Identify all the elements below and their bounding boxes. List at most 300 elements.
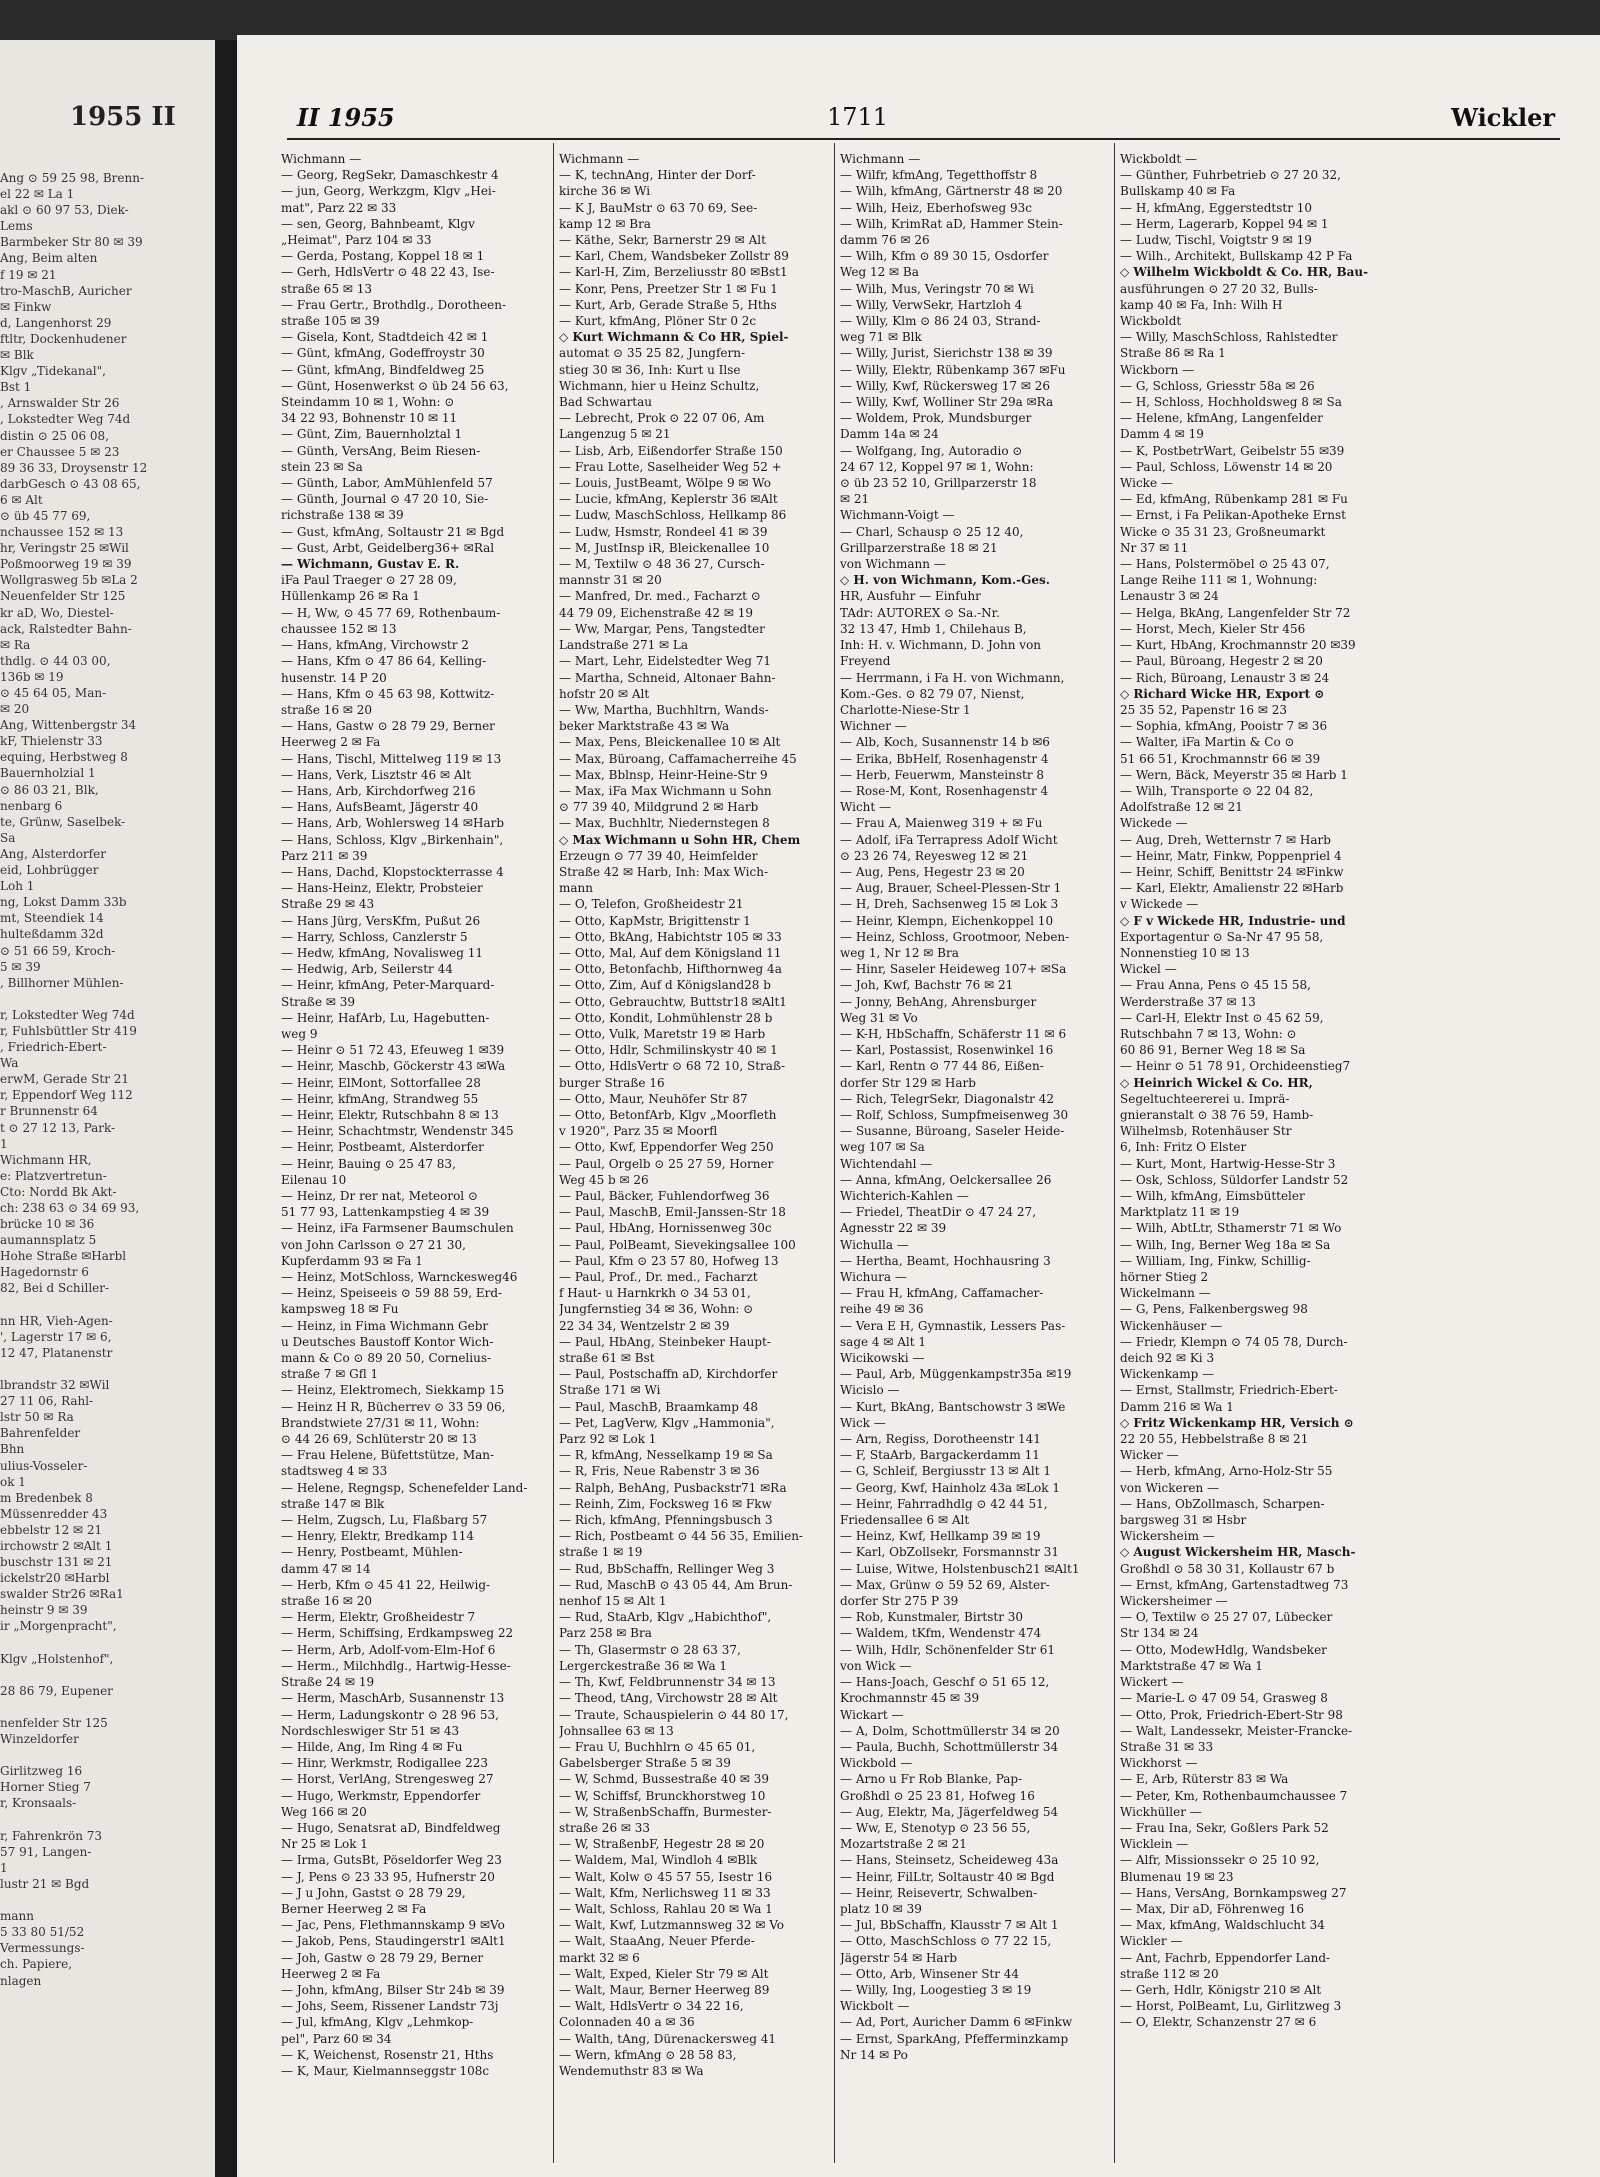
directory-entry-line: markt 32 ✉ 6 <box>559 1950 640 1965</box>
directory-entry-line: — Max, Pens, Bleickenallee 10 ✉ Alt <box>559 735 781 750</box>
directory-entry-line: Wicke — <box>1120 476 1173 491</box>
left-page-entry-line: Bahrenfelder <box>0 1426 81 1441</box>
directory-entry-line: Gabelsberger Straße 5 ✉ 39 <box>559 1756 731 1771</box>
column-divider <box>553 143 554 2163</box>
directory-entry-line: — Wilh, Mus, Veringstr 70 ✉ Wi <box>840 281 1034 296</box>
directory-entry-line: — Hans, ObZollmasch, Scharpen- <box>1120 1496 1325 1511</box>
directory-entry-line: Straße 29 ✉ 43 <box>281 897 375 912</box>
directory-entry-line: Wicke ⊙ 35 31 23, Großneumarkt <box>1120 524 1326 539</box>
directory-entry-line: Johnsallee 63 ✉ 13 <box>559 1723 674 1738</box>
directory-entry-line: — Frau Ina, Sekr, Goßlers Park 52 <box>1120 1820 1329 1835</box>
directory-entry-line: 51 66 51, Krochmannstr 66 ✉ 39 <box>1120 751 1321 766</box>
directory-entry-line: nenhof 15 ✉ Alt 1 <box>559 1594 667 1609</box>
directory-entry-line: Großhdl ⊙ 58 30 31, Kollaustr 67 b <box>1120 1561 1335 1576</box>
directory-entry-line: Charlotte-Niese-Str 1 <box>840 702 971 717</box>
directory-entry-line: — Heinz, iFa Farmsener Baumschulen <box>281 1221 514 1236</box>
directory-entry-line: — Max, iFa Max Wichmann u Sohn <box>559 783 772 798</box>
left-page-entry-line: akl ⊙ 60 97 53, Diek- <box>0 203 129 218</box>
directory-entry-line: — Rob, Kunstmaler, Birtstr 30 <box>840 1610 1024 1625</box>
directory-entry-line: — Otto, Kwf, Eppendorfer Weg 250 <box>559 1140 774 1155</box>
left-page-entry-line: Hohe Straße ✉Harbl <box>0 1249 127 1264</box>
left-page-entry-line: equing, Herbstweg 8 <box>0 750 128 765</box>
directory-entry-line: — Horst, Mech, Kieler Str 456 <box>1120 621 1306 636</box>
directory-entry-line: HR, Ausfuhr — Einfuhr <box>840 589 981 604</box>
left-page-entry-line: ulius-Vosseler- <box>0 1458 88 1473</box>
directory-entry-line: weg 107 ✉ Sa <box>840 1140 925 1155</box>
directory-entry-line: — Helene, kfmAng, Langenfelder <box>1120 411 1323 426</box>
directory-entry-line: — Herm, Lagerarb, Koppel 94 ✉ 1 <box>1120 216 1329 231</box>
directory-entry-line: — Willy, Kwf, Wolliner Str 29a ✉Ra <box>840 395 1054 410</box>
directory-entry-line: — Walt, Kfm, Nerlichsweg 11 ✉ 33 <box>559 1885 771 1900</box>
left-page-entry-line: Ang, Wittenbergstr 34 <box>0 718 137 733</box>
directory-entry-line: — Ernst, i Fa Pelikan-Apotheke Ernst <box>1120 508 1346 523</box>
directory-entry-line: — K J, BauMstr ⊙ 63 70 69, See- <box>559 200 758 215</box>
directory-entry-line: — Willy, VerwSekr, Hartzloh 4 <box>840 297 1023 312</box>
directory-entry-line: — H, Schloss, Hochholdsweg 8 ✉ Sa <box>1120 395 1342 410</box>
directory-entry-line: — K, Weichenst, Rosenstr 21, Hths <box>281 2047 494 2062</box>
directory-entry-line: straße 112 ✉ 20 <box>1120 1966 1219 1981</box>
directory-entry-line: — John, kfmAng, Bilser Str 24b ✉ 39 <box>281 1982 505 1997</box>
left-page-fragment <box>0 40 215 2177</box>
directory-entry-line: Werderstraße 37 ✉ 13 <box>1120 994 1256 1009</box>
directory-entry-line: — Aug, Elektr, Ma, Jägerfeldweg 54 <box>840 1804 1059 1819</box>
directory-entry-line: damm 47 ✉ 14 <box>281 1561 371 1576</box>
directory-entry-line: Rutschbahn 7 ✉ 13, Wohn: ⊙ <box>1120 1026 1297 1041</box>
directory-entry-line: — Joh, Kwf, Bachstr 76 ✉ 21 <box>840 978 1014 993</box>
directory-entry-line: Colonnaden 40 a ✉ 36 <box>559 2015 695 2030</box>
left-page-entry-line: tro-MaschB, Auricher <box>0 283 132 298</box>
directory-entry-line: — Günth, Journal ⊙ 47 20 10, Sie- <box>281 492 489 507</box>
left-page-entry-line: 57 91, Langen- <box>0 1844 92 1859</box>
directory-entry-line: Inh: H. v. Wichmann, D. John von <box>840 638 1042 653</box>
directory-entry-line: — Mart, Lehr, Eidelstedter Weg 71 <box>559 654 771 669</box>
directory-entry-line: „Heimat", Parz 104 ✉ 33 <box>281 233 432 248</box>
directory-entry-line: — Frau Helene, Büfettstütze, Man- <box>281 1448 495 1463</box>
directory-entry-line: von Wickeren — <box>1120 1480 1219 1495</box>
directory-entry-line: — Osk, Schloss, Süldorfer Landstr 52 <box>1120 1172 1349 1187</box>
directory-entry-line: — Rich, TelegrSekr, Diagonalstr 42 <box>840 1091 1054 1106</box>
directory-entry-line: — Hans, AufsBeamt, Jägerstr 40 <box>281 800 479 815</box>
directory-entry-line: — Walt, HdlsVertr ⊙ 34 22 16, <box>559 1999 744 2014</box>
directory-entry-line: ✉ 21 <box>840 492 870 507</box>
left-page-entry-line: Winzeldorfer <box>0 1732 79 1747</box>
directory-entry-line: — Herm, Arb, Adolf-vom-Elm-Hof 6 <box>281 1642 496 1657</box>
left-page-entry-line: 12 47, Platanenstr <box>0 1345 113 1360</box>
directory-entry-line: — Rud, BbSchaffn, Rellinger Weg 3 <box>559 1561 775 1576</box>
directory-entry-line: v Wickede — <box>1120 897 1199 912</box>
directory-entry-line: von Wichmann — <box>840 557 946 572</box>
directory-entry-line: — Anna, kfmAng, Oelckersallee 26 <box>840 1172 1052 1187</box>
directory-entry-line: Wickbold — <box>840 1756 913 1771</box>
directory-entry-line: — Ernst, SparkAng, Pfefferminzkamp <box>840 2031 1069 2046</box>
directory-entry-line: — Hans-Heinz, Elektr, Probsteier <box>281 881 483 896</box>
directory-entry-line: — Walt, Schloss, Rahlau 20 ✉ Wa 1 <box>559 1901 773 1916</box>
directory-entry-line: ◇ August Wickersheim HR, Masch- <box>1120 1545 1356 1560</box>
directory-entry-line: straße 16 ✉ 20 <box>281 702 373 717</box>
directory-entry-line: — Arno u Fr Rob Blanke, Pap- <box>840 1772 1023 1787</box>
directory-entry-line: — Alfr, Missionssekr ⊙ 25 10 92, <box>1120 1853 1320 1868</box>
directory-entry-line: — Hans, Tischl, Mittelweg 119 ✉ 13 <box>281 751 502 766</box>
left-page-entry-line: lstr 50 ✉ Ra <box>0 1410 74 1425</box>
left-page-entry-line: Wichmann HR, <box>0 1152 92 1167</box>
directory-entry-line: mann & Co ⊙ 89 20 50, Cornelius- <box>281 1351 492 1366</box>
directory-entry-line: — Wilh, Ing, Berner Weg 18a ✉ Sa <box>1120 1237 1331 1252</box>
directory-entry-line: — G, Schloss, Griesstr 58a ✉ 26 <box>1120 378 1315 393</box>
directory-entry-line: stadtsweg 4 ✉ 33 <box>281 1464 388 1479</box>
directory-entry-line: — Frau U, Buchhlrn ⊙ 45 65 01, <box>559 1739 756 1754</box>
directory-entry-line: — Heinr, Schiff, Benittstr 24 ✉Finkw <box>1120 864 1344 879</box>
directory-entry-line: — Günth, Labor, AmMühlenfeld 57 <box>281 476 493 491</box>
directory-entry-line: Jungfernstieg 34 ✉ 36, Wohn: ⊙ <box>559 1302 754 1317</box>
directory-entry-line: Nordschleswiger Str 51 ✉ 43 <box>281 1723 460 1738</box>
left-page-entry-line: ✉ Blk <box>0 348 34 363</box>
directory-entry-line: — William, Ing, Finkw, Schillig- <box>1120 1253 1311 1268</box>
left-page-entry-line: ⊙ üb 45 77 69, <box>0 508 91 523</box>
directory-entry-line: 25 35 52, Papenstr 16 ✉ 23 <box>1120 702 1288 717</box>
directory-entry-line: — Rich, Büroang, Lenaustr 3 ✉ 24 <box>1120 670 1330 685</box>
directory-entry-line: — Hans, Arb, Wohlersweg 14 ✉Harb <box>281 816 505 831</box>
directory-entry-line: — Arn, Regiss, Dorotheenstr 141 <box>840 1432 1041 1447</box>
directory-entry-line: von Wick — <box>840 1658 912 1673</box>
directory-entry-line: — W, Schmd, Bussestraße 40 ✉ 39 <box>559 1772 770 1787</box>
left-page-entry-line: Poßmoorweg 19 ✉ 39 <box>0 557 132 572</box>
directory-entry-line: husenstr. 14 P 20 <box>281 670 387 685</box>
directory-entry-line: straße 7 ✉ Gfl 1 <box>281 1367 379 1382</box>
directory-entry-line: Damm 14a ✉ 24 <box>840 427 939 442</box>
directory-entry-line: ◇ Wilhelm Wickboldt & Co. HR, Bau- <box>1120 265 1369 280</box>
directory-column-1 <box>281 151 549 2171</box>
directory-entry-line: — Frau Anna, Pens ⊙ 45 15 58, <box>1120 978 1311 993</box>
directory-entry-line: — Hans, Kfm ⊙ 45 63 98, Kottwitz- <box>281 686 495 701</box>
directory-entry-line: 60 86 91, Berner Weg 18 ✉ Sa <box>1120 1043 1306 1058</box>
directory-entry-line: — Paul, Kfm ⊙ 23 57 80, Hofweg 13 <box>559 1253 779 1268</box>
directory-entry-line: — J u John, Gastst ⊙ 28 79 29, <box>281 1885 466 1900</box>
directory-entry-line: hörner Stieg 2 <box>1120 1270 1209 1285</box>
directory-entry-line: — Herm, Schiffsing, Erdkampsweg 22 <box>281 1626 514 1641</box>
directory-entry-line: — Paul, HbAng, Steinbeker Haupt- <box>559 1334 771 1349</box>
directory-entry-line: von John Carlsson ⊙ 27 21 30, <box>281 1237 466 1252</box>
directory-entry-line: Jägerstr 54 ✉ Harb <box>840 1950 958 1965</box>
left-page-entry-line: r, Kronsaals- <box>0 1796 77 1811</box>
directory-entry-line: Nonnenstieg 10 ✉ 13 <box>1120 945 1250 960</box>
left-page-entry-line: Klgv „Holstenhof", <box>0 1651 114 1666</box>
directory-entry-line: — Otto, Hdlr, Schmilinskystr 40 ✉ 1 <box>559 1043 778 1058</box>
directory-entry-line: Steindamm 10 ✉ 1, Wohn: ⊙ <box>281 395 455 410</box>
directory-entry-line: — Ww, E, Stenotyp ⊙ 23 56 55, <box>840 1820 1031 1835</box>
directory-entry-line: Wickersheim — <box>1120 1529 1215 1544</box>
directory-entry-line: — Vera E H, Gymnastik, Lessers Pas- <box>840 1318 1066 1333</box>
directory-entry-line: — Paul, Postschaffn aD, Kirchdorfer <box>559 1367 778 1382</box>
directory-entry-line: — Wilh, Transporte ⊙ 22 04 82, <box>1120 783 1314 798</box>
directory-entry-line: — W, StraßenbSchaffn, Burmester- <box>559 1804 772 1819</box>
directory-entry-line: — Otto, KapMstr, Brigittenstr 1 <box>559 913 751 928</box>
directory-entry-line: kamp 12 ✉ Bra <box>559 216 651 231</box>
left-page-entry-line: te, Grünw, Saselbek- <box>0 814 126 829</box>
directory-entry-line: — A, Dolm, Schottmüllerstr 34 ✉ 20 <box>840 1723 1060 1738</box>
directory-entry-line: — Sophia, kfmAng, Pooistr 7 ✉ 36 <box>1120 719 1328 734</box>
directory-entry-line: — Karl, Rentn ⊙ 77 44 86, Eißen- <box>840 1059 1044 1074</box>
directory-entry-line: — Ludw, MaschSchloss, Hellkamp 86 <box>559 508 787 523</box>
directory-entry-line: — Günt, Zim, Bauernholztal 1 <box>281 427 463 442</box>
directory-entry-line: stieg 30 ✉ 36, Inh: Kurt u Ilse <box>559 362 741 377</box>
directory-entry-line: — Heinr, kfmAng, Strandweg 55 <box>281 1091 479 1106</box>
directory-entry-line: — Wilh, Hdlr, Schönenfelder Str 61 <box>840 1642 1056 1657</box>
column-divider <box>1114 143 1115 2163</box>
directory-entry-line: Marktstraße 47 ✉ Wa 1 <box>1120 1658 1263 1673</box>
left-page-entry-line: 28 86 79, Eupener <box>0 1683 113 1698</box>
directory-entry-line: Wickbolt — <box>840 1999 910 2014</box>
directory-entry-line: Lange Reihe 111 ✉ 1, Wohnung: <box>1120 573 1318 588</box>
directory-entry-line: mannstr 31 ✉ 20 <box>559 573 662 588</box>
directory-entry-line: Wickelmann — <box>1120 1286 1211 1301</box>
directory-entry-line: Straße 86 ✉ Ra 1 <box>1120 346 1226 361</box>
directory-entry-line: — Friedr, Klempn ⊙ 74 05 78, Durch- <box>1120 1334 1348 1349</box>
directory-entry-line: — Rich, kfmAng, Pfenningsbusch 3 <box>559 1513 773 1528</box>
directory-entry-line: — Wern, kfmAng ⊙ 28 58 83, <box>559 2047 737 2062</box>
directory-entry-line: — Gerh, Hdlr, Königstr 210 ✉ Alt <box>1120 1982 1322 1997</box>
directory-entry-line: — Walt, Kwf, Lutzmannsweg 32 ✉ Vo <box>559 1918 785 1933</box>
directory-entry-line: — M, JustInsp iR, Bleickenallee 10 <box>559 540 770 555</box>
directory-entry-line: weg 71 ✉ Blk <box>840 330 922 345</box>
directory-entry-line: — Carl-H, Elektr Inst ⊙ 45 62 59, <box>1120 1010 1324 1025</box>
directory-entry-line: u Deutsches Baustoff Kontor Wich- <box>281 1334 494 1349</box>
directory-entry-line: Kom.-Ges. ⊙ 82 79 07, Nienst, <box>840 686 1025 701</box>
left-page-entry-line: hr, Veringstr 25 ✉Wil <box>0 541 129 556</box>
directory-entry-line: — Hans, Verk, Lisztstr 46 ✉ Alt <box>281 767 472 782</box>
directory-entry-line: — Heinr ⊙ 51 72 43, Efeuweg 1 ✉39 <box>281 1043 505 1058</box>
directory-entry-line: Wickboldt — <box>1120 152 1198 166</box>
left-page-entry-line: Bauernholzial 1 <box>0 766 96 781</box>
directory-entry-line: — Helene, Regngsp, Schenefelder Land- <box>281 1480 528 1495</box>
directory-entry-line: — Hans, Kfm ⊙ 47 86 64, Kelling- <box>281 654 487 669</box>
directory-entry-line: ⊙ 77 39 40, Mildgrund 2 ✉ Harb <box>559 800 759 815</box>
directory-entry-line: — Heinz H R, Bücherrev ⊙ 33 59 06, <box>281 1399 506 1414</box>
directory-entry-line: — Gust, kfmAng, Soltaustr 21 ✉ Bgd <box>281 524 505 539</box>
directory-entry-line: Wicikowski — <box>840 1351 925 1366</box>
directory-entry-line: Heerweg 2 ✉ Fa <box>281 735 381 750</box>
directory-column-3 <box>840 151 1108 2171</box>
directory-entry-line: Wicker — <box>1120 1448 1179 1463</box>
directory-entry-line: — H, Dreh, Sachsenweg 15 ✉ Lok 3 <box>840 897 1059 912</box>
directory-entry-line: — Paul, PolBeamt, Sievekingsallee 100 <box>559 1237 796 1252</box>
directory-entry-line: reihe 49 ✉ 36 <box>840 1302 924 1317</box>
directory-entry-line: — Paul, Arb, Müggenkampstr35a ✉19 <box>840 1367 1072 1382</box>
directory-entry-line: Wick — <box>840 1415 886 1430</box>
directory-entry-line: — Heinr ⊙ 51 78 91, Orchideenstieg7 <box>1120 1059 1351 1074</box>
directory-entry-line: Lergerckestraße 36 ✉ Wa 1 <box>559 1658 728 1673</box>
left-page-entry-line <box>0 1747 215 1763</box>
left-page-entry-line: , Arnswalder Str 26 <box>0 396 120 411</box>
directory-entry-line: — Lebrecht, Prok ⊙ 22 07 06, Am <box>559 411 765 426</box>
directory-entry-line: Krochmannstr 45 ✉ 39 <box>840 1691 980 1706</box>
directory-entry-line: Weg 166 ✉ 20 <box>281 1804 367 1819</box>
directory-entry-line: — Hans, Dachd, Klopstockterrasse 4 <box>281 864 504 879</box>
directory-entry-line: Straße 171 ✉ Wi <box>559 1383 661 1398</box>
directory-entry-line: — Adolf, iFa Terrapress Adolf Wicht <box>840 832 1058 847</box>
directory-entry-line: — K, Maur, Kielmannseggstr 108c <box>281 2063 490 2078</box>
directory-entry-line: — Wilh, kfmAng, Eimsbütteler <box>1120 1189 1305 1203</box>
directory-entry-line: Wickenkamp — <box>1120 1367 1215 1382</box>
left-page-entry-line: 5 ✉ 39 <box>0 959 41 974</box>
directory-entry-line: — Heinr, Postbeamt, Alsterdorfer <box>281 1140 484 1155</box>
directory-entry-line: bargsweg 31 ✉ Hsbr <box>1120 1513 1247 1528</box>
directory-entry-line: — Herm, Elektr, Großheidestr 7 <box>281 1610 476 1625</box>
directory-entry-line: — Max, Bblnsp, Heinr-Heine-Str 9 <box>559 767 768 782</box>
left-page-entry-line <box>0 1635 215 1651</box>
directory-entry-line: — Heinz, Elektromech, Siekkamp 15 <box>281 1383 505 1398</box>
left-page-entry-line: ok 1 <box>0 1474 26 1489</box>
directory-entry-line: — Ww, Margar, Pens, Tangstedter <box>559 621 765 636</box>
directory-entry-line: — Hugo, Werkmstr, Eppendorfer <box>281 1788 481 1803</box>
left-page-entry-line: 136b ✉ 19 <box>0 669 64 684</box>
directory-entry-line: — Otto, Vulk, Maretstr 19 ✉ Harb <box>559 1026 766 1041</box>
directory-entry-line: Wickersheimer — <box>1120 1594 1228 1609</box>
directory-entry-line: — Kurt, Mont, Hartwig-Hesse-Str 3 <box>1120 1156 1336 1171</box>
left-page-entry-line: er Chaussee 5 ✉ 23 <box>0 444 120 459</box>
directory-entry-line: — Heinz, in Fima Wichmann Gebr <box>281 1318 489 1333</box>
left-page-entry-line: swalder Str26 ✉Ra1 <box>0 1587 124 1602</box>
directory-entry-line: — Heinr, Reisevertr, Schwalben- <box>840 1885 1038 1900</box>
directory-entry-line: — Paul, Prof., Dr. med., Facharzt <box>559 1270 758 1285</box>
directory-entry-line: — Rich, Postbeamt ⊙ 44 56 35, Emilien- <box>559 1529 803 1544</box>
directory-entry-line: — Ernst, Stallmstr, Friedrich-Ebert- <box>1120 1383 1338 1398</box>
directory-entry-line: — Otto, HdlsVertr ⊙ 68 72 10, Straß- <box>559 1059 786 1074</box>
directory-entry-line: Großhdl ⊙ 25 23 81, Hofweg 16 <box>840 1788 1035 1803</box>
directory-entry-line: Blumenau 19 ✉ 23 <box>1120 1869 1234 1884</box>
directory-entry-line: Lenaustr 3 ✉ 24 <box>1120 589 1219 604</box>
directory-entry-line: Hüllenkamp 26 ✉ Ra 1 <box>281 589 420 604</box>
directory-entry-line: 24 67 12, Koppel 97 ✉ 1, Wohn: <box>840 459 1034 474</box>
directory-entry-line: Bullskamp 40 ✉ Fa <box>1120 184 1236 199</box>
directory-entry-line: — Martha, Schneid, Altonaer Bahn- <box>559 670 776 685</box>
directory-entry-line: — Lucie, kfmAng, Keplerstr 36 ✉Alt <box>559 492 778 507</box>
directory-entry-line: ◇ Max Wichmann u Sohn HR, Chem <box>559 832 801 847</box>
left-page-entry-line: Ang, Beim alten <box>0 251 98 266</box>
left-page-entry-line: nn HR, Vieh-Agen- <box>0 1313 113 1328</box>
left-page-entry-line: ftltr, Dockenhudener <box>0 331 127 346</box>
left-page-entry-line: Girlitzweg 16 <box>0 1764 83 1779</box>
left-page-entry-line: lustr 21 ✉ Bgd <box>0 1876 90 1891</box>
directory-entry-line: — Ed, kfmAng, Rübenkamp 281 ✉ Fu <box>1120 492 1348 507</box>
directory-entry-line: — Willy, Jurist, Sierichstr 138 ✉ 39 <box>840 346 1053 361</box>
directory-entry-line: — Willy, Elektr, Rübenkamp 367 ✉Fu <box>840 362 1066 377</box>
directory-entry-line: — Walter, iFa Martin & Co ⊙ <box>1120 735 1295 750</box>
directory-entry-line: — Friedel, TheatDir ⊙ 47 24 27, <box>840 1205 1037 1220</box>
directory-entry-line: — R, kfmAng, Nesselkamp 19 ✉ Sa <box>559 1448 773 1463</box>
directory-entry-line: — R, Fris, Neue Rabenstr 3 ✉ 36 <box>559 1464 760 1479</box>
directory-entry-line: — Wolfgang, Ing, Autoradio ⊙ <box>840 443 1023 458</box>
left-page-entry-line <box>0 1892 215 1908</box>
left-page-entry-line: Ang, Alsterdorfer <box>0 846 106 861</box>
left-page-entry-line: irchowstr 2 ✉Alt 1 <box>0 1538 113 1553</box>
directory-entry-line: automat ⊙ 35 25 82, Jungfern- <box>559 346 746 361</box>
directory-entry-line: — Heinz, MotSchloss, Warnckesweg46 <box>281 1270 518 1285</box>
directory-entry-line: Weg 12 ✉ Ba <box>840 265 919 280</box>
directory-entry-line: Nr 14 ✉ Po <box>840 2047 908 2062</box>
left-page-entry-line: el 22 ✉ La 1 <box>0 187 75 202</box>
directory-entry-line: — Otto, Mal, Auf dem Königsland 11 <box>559 945 782 960</box>
directory-entry-line: — Otto, BkAng, Habichtstr 105 ✉ 33 <box>559 929 782 944</box>
left-page-entries <box>0 170 215 1989</box>
directory-entry-line: straße 105 ✉ 39 <box>281 314 380 329</box>
directory-entry-line: Weg 31 ✉ Vo <box>840 1010 918 1025</box>
directory-entry-line: — Woldem, Prok, Mundsburger <box>840 411 1032 426</box>
left-page-entry-line: Müssenredder 43 <box>0 1506 108 1521</box>
directory-entry-line: Wickert — <box>1120 1675 1184 1690</box>
directory-entry-line: — Traute, Schauspielerin ⊙ 44 80 17, <box>559 1707 789 1722</box>
left-page-entry-line: thdlg. ⊙ 44 03 00, <box>0 653 111 668</box>
directory-entry-line: — Otto, Gebrauchtw, Buttstr18 ✉Alt1 <box>559 994 787 1009</box>
directory-entry-line: — Hans-Joach, Geschf ⊙ 51 65 12, <box>840 1675 1050 1690</box>
directory-entry-line: Wichulla — <box>840 1237 909 1252</box>
directory-entry-line: — W, StraßenbF, Hegestr 28 ✉ 20 <box>559 1837 765 1852</box>
directory-entry-line: — jun, Georg, Werkzgm, Klgv „Hei- <box>281 184 496 199</box>
directory-entry-line: — Heinr, Bauing ⊙ 25 47 83, <box>281 1156 456 1171</box>
left-page-entry-line: Vermessungs- <box>0 1941 85 1956</box>
directory-entry-line: Wendemuthstr 83 ✉ Wa <box>559 2063 704 2078</box>
directory-entry-line: TAdr: AUTOREX ⊙ Sa.-Nr. <box>840 605 1000 620</box>
directory-entry-line: — Otto, Zim, Auf d Königsland28 b <box>559 978 771 993</box>
left-page-entry-line <box>0 991 215 1007</box>
left-page-entry-line: ir „Morgenpracht", <box>0 1619 117 1634</box>
directory-entry-line: Wicht — <box>840 800 892 815</box>
directory-entry-line: Mozartstraße 2 ✉ 21 <box>840 1837 967 1852</box>
directory-entry-line: kirche 36 ✉ Wi <box>559 184 651 199</box>
left-page-entry-line: Loh 1 <box>0 879 35 894</box>
left-page-entry-line: ⊙ 45 64 05, Man- <box>0 686 107 700</box>
directory-entry-line: — Kurt, kfmAng, Plöner Str 0 2c <box>559 314 757 329</box>
directory-entry-line: — Reinh, Zim, Focksweg 16 ✉ Fkw <box>559 1496 772 1511</box>
directory-entry-line: — Walt, Kolw ⊙ 45 57 55, Isestr 16 <box>559 1869 773 1884</box>
left-page-entry-line: nlagen <box>0 1973 42 1988</box>
directory-entry-line: 34 22 93, Bohnenstr 10 ✉ 11 <box>281 411 458 426</box>
directory-entry-line: Wichmann — <box>840 152 921 166</box>
directory-entry-line: ◇ Richard Wicke HR, Export ⊙ <box>1120 686 1325 701</box>
directory-entry-line: — J, Pens ⊙ 23 33 95, Hufnerstr 20 <box>281 1869 495 1884</box>
directory-entry-line: gnieranstalt ⊙ 38 76 59, Hamb- <box>1120 1107 1314 1122</box>
directory-entry-line: Landstraße 271 ✉ La <box>559 638 689 653</box>
left-page-entry-line: darbGesch ⊙ 43 08 65, <box>0 476 141 491</box>
directory-entry-line: Wilhelmsb, Rotenhäuser Str <box>1120 1124 1292 1139</box>
left-page-entry-line: , Billhorner Mühlen- <box>0 975 124 990</box>
left-page-entry-line: heinstr 9 ✉ 39 <box>0 1603 88 1618</box>
directory-entry-line: hofstr 20 ✉ Alt <box>559 686 650 701</box>
directory-entry-line: Eilenau 10 <box>281 1172 347 1187</box>
directory-entry-line: — H, Ww, ⊙ 45 77 69, Rothenbaum- <box>281 605 501 620</box>
directory-entry-line: — Rolf, Schloss, Sumpfmeisenweg 30 <box>840 1107 1069 1122</box>
directory-entry-line: Segeltuchteererei u. Imprä- <box>1120 1091 1290 1106</box>
left-page-entry-line: Cto: Nordd Bk Akt- <box>0 1184 117 1199</box>
left-page-entry-line: aumannsplatz 5 <box>0 1233 97 1248</box>
directory-entry-line: Wichmann-Voigt — <box>840 508 955 523</box>
directory-entry-line: Wickhüller — <box>1120 1804 1202 1819</box>
directory-entry-line: — Heinr, Elektr, Rutschbahn 8 ✉ 13 <box>281 1107 499 1122</box>
directory-entry-line: ◇ Heinrich Wickel & Co. HR, <box>1120 1075 1313 1090</box>
directory-entry-line: beker Marktstraße 43 ✉ Wa <box>559 719 730 734</box>
directory-entry-line: — Pet, LagVerw, Klgv „Hammonia", <box>559 1415 775 1430</box>
left-page-entry-line: , Lokstedter Weg 74d <box>0 412 131 427</box>
directory-entry-line: — Max, Büroang, Caffamacherreihe 45 <box>559 751 797 766</box>
directory-entry-line: Parz 258 ✉ Bra <box>559 1626 652 1641</box>
left-page-entry-line: m Bredenbek 8 <box>0 1490 93 1505</box>
directory-entry-line: Brandstwiete 27/31 ✉ 11, Wohn: <box>281 1415 480 1430</box>
directory-entry-line: — Otto, Arb, Winsener Str 44 <box>840 1966 1020 1981</box>
directory-entry-line: — O, Textilw ⊙ 25 27 07, Lübecker <box>1120 1610 1333 1625</box>
left-page-entry-line: nenfelder Str 125 <box>0 1716 108 1730</box>
directory-entry-line: platz 10 ✉ 39 <box>840 1901 922 1916</box>
directory-entry-line: Grillparzerstraße 18 ✉ 21 <box>840 540 998 555</box>
directory-entry-line: — Horst, VerlAng, Strengesweg 27 <box>281 1772 494 1787</box>
